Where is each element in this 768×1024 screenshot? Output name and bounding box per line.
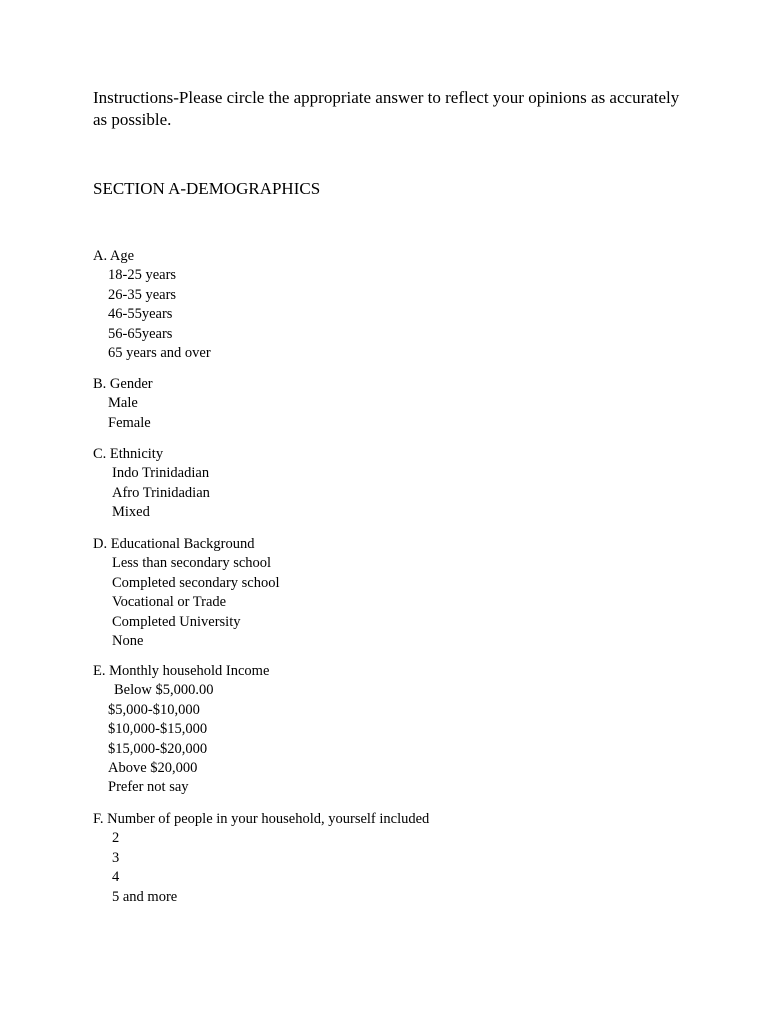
answer-options xyxy=(93,554,280,651)
answer-option[interactable]: 46-55years xyxy=(108,306,173,323)
question-age xyxy=(93,247,211,363)
answer-option[interactable]: 18-25 years xyxy=(108,267,177,284)
question-title: B. Gender xyxy=(93,376,153,392)
answer-option[interactable]: $15,000-$20,000 xyxy=(108,740,208,757)
question-title: D. Educational Background xyxy=(93,536,255,552)
question-household-size xyxy=(93,810,429,907)
answer-option[interactable]: Below $5,000.00 xyxy=(114,682,214,699)
question-title: C. Ethnicity xyxy=(93,446,164,462)
answer-option[interactable]: 2 xyxy=(112,830,120,847)
question-income xyxy=(93,662,269,798)
answer-options xyxy=(93,394,153,433)
answer-option[interactable]: Completed University xyxy=(112,613,241,630)
answer-option[interactable]: Less than secondary school xyxy=(112,555,272,572)
answer-option[interactable]: None xyxy=(112,633,144,650)
answer-options xyxy=(93,681,269,797)
question-title: F. Number of people in your household, yourself included xyxy=(93,811,430,827)
answer-options xyxy=(93,464,210,522)
answer-option[interactable]: Female xyxy=(108,414,151,431)
question-gender xyxy=(93,375,153,433)
answer-option[interactable]: 65 years and over xyxy=(108,345,211,362)
answer-option[interactable]: $5,000-$10,000 xyxy=(108,701,200,718)
answer-option[interactable]: Above $20,000 xyxy=(108,760,198,777)
answer-option[interactable]: $10,000-$15,000 xyxy=(108,721,208,738)
answer-options xyxy=(93,266,211,363)
answer-option[interactable]: Vocational or Trade xyxy=(112,594,227,611)
answer-option[interactable]: 5 and more xyxy=(112,888,178,905)
answer-option[interactable]: 4 xyxy=(112,869,120,886)
answer-option[interactable]: Indo Trinidadian xyxy=(112,465,210,482)
answer-option[interactable]: Completed secondary school xyxy=(112,574,280,591)
question-education xyxy=(93,535,280,651)
answer-option[interactable]: Afro Trinidadian xyxy=(112,484,210,501)
answer-option[interactable]: 26-35 years xyxy=(108,286,177,303)
question-ethnicity xyxy=(93,445,210,523)
answer-option[interactable]: Mixed xyxy=(112,504,150,521)
answer-options xyxy=(93,829,429,907)
answer-option[interactable]: 3 xyxy=(112,849,120,866)
question-title: A. Age xyxy=(93,248,135,264)
question-title: E. Monthly household Income xyxy=(93,663,270,679)
section-heading: SECTION A-DEMOGRAPHICS xyxy=(93,179,321,198)
instructions-text: Instructions-Please circle the appropriate answer to reflect your opinions as accurately as possible. xyxy=(93,88,680,129)
answer-option[interactable]: Prefer not say xyxy=(108,779,189,796)
answer-option[interactable]: Male xyxy=(108,395,138,412)
answer-option[interactable]: 56-65years xyxy=(108,325,173,342)
